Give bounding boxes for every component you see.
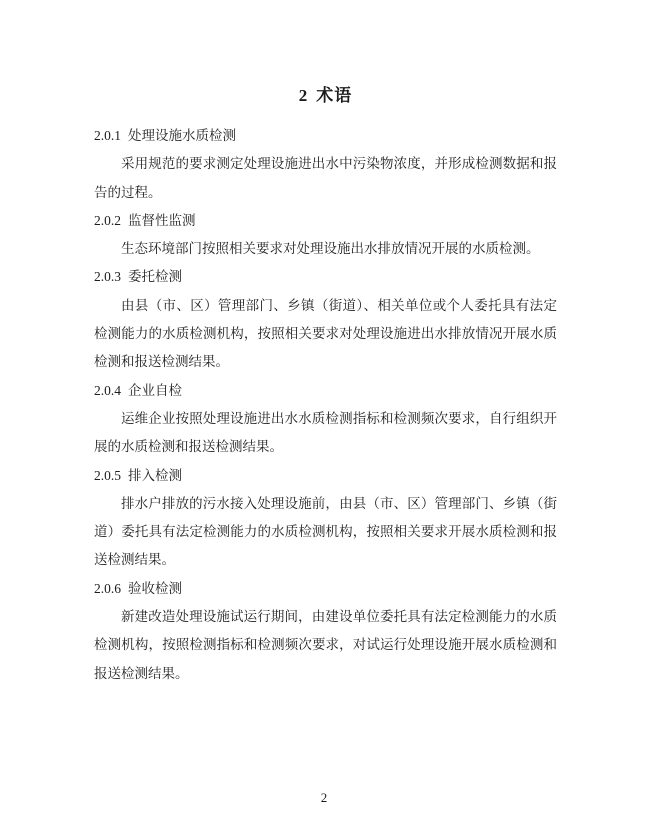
page-content [94,84,557,688]
term-number: 2.0.3 [94,269,121,285]
term-item [94,207,557,264]
term-item [94,377,557,462]
term-name: 处理设施水质检测 [128,128,236,143]
term-definition: 排水户排放的污水接入处理设施前，由县（市、区）管理部门、乡镇（街道）委托具有法定检测能力的水质检测机构，按照相关要求开展水质检测和报送检测结果。 [94,495,557,568]
term-name: 排入检测 [128,467,182,483]
term-item [94,575,557,688]
term-name: 委托检测 [128,269,182,285]
term-definition: 生态环境部门按照相关要求对处理设施出水排放情况开展的水质检测。 [121,241,540,257]
section-title-text: 术语 [316,86,353,105]
term-heading [94,263,557,291]
term-heading [94,122,557,150]
page-number: 2 [320,790,328,805]
section-title [94,84,557,108]
term-definition: 由县（市、区）管理部门、乡镇（街道）、相关单位或个人委托具有法定检测能力的水质检测机构，按照相关要求对处理设施进出水排放情况开展水质检测和报送检测结果。 [94,297,557,370]
term-number: 2.0.6 [94,580,121,596]
term-name: 监督性监测 [128,212,196,228]
section-number: 2 [298,86,308,105]
term-heading [94,207,557,235]
term-item [94,263,557,376]
term-number: 2.0.2 [94,212,121,228]
term-name: 企业自检 [128,382,182,398]
term-name: 验收检测 [128,580,182,596]
term-definition: 新建改造处理设施试运行期间，由建设单位委托具有法定检测能力的水质检测机构，按照检测指标和检测频次要求，对试运行处理设施开展水质检测和报送检测结果。 [94,609,557,681]
term-definition: 运维企业按照处理设施进出水水质检测指标和检测频次要求，自行组织开展的水质检测和报送检测结果。 [94,410,557,455]
term-heading [94,462,557,490]
term-number: 2.0.1 [94,128,121,143]
term-item [94,462,557,575]
term-item [94,122,557,207]
term-definition: 采用规范的要求测定处理设施进出水中污染物浓度，并形成检测数据和报告的过程。 [94,156,557,200]
term-number: 2.0.5 [94,467,121,483]
term-number: 2.0.4 [94,382,121,398]
term-heading [94,377,557,405]
term-heading [94,575,557,603]
